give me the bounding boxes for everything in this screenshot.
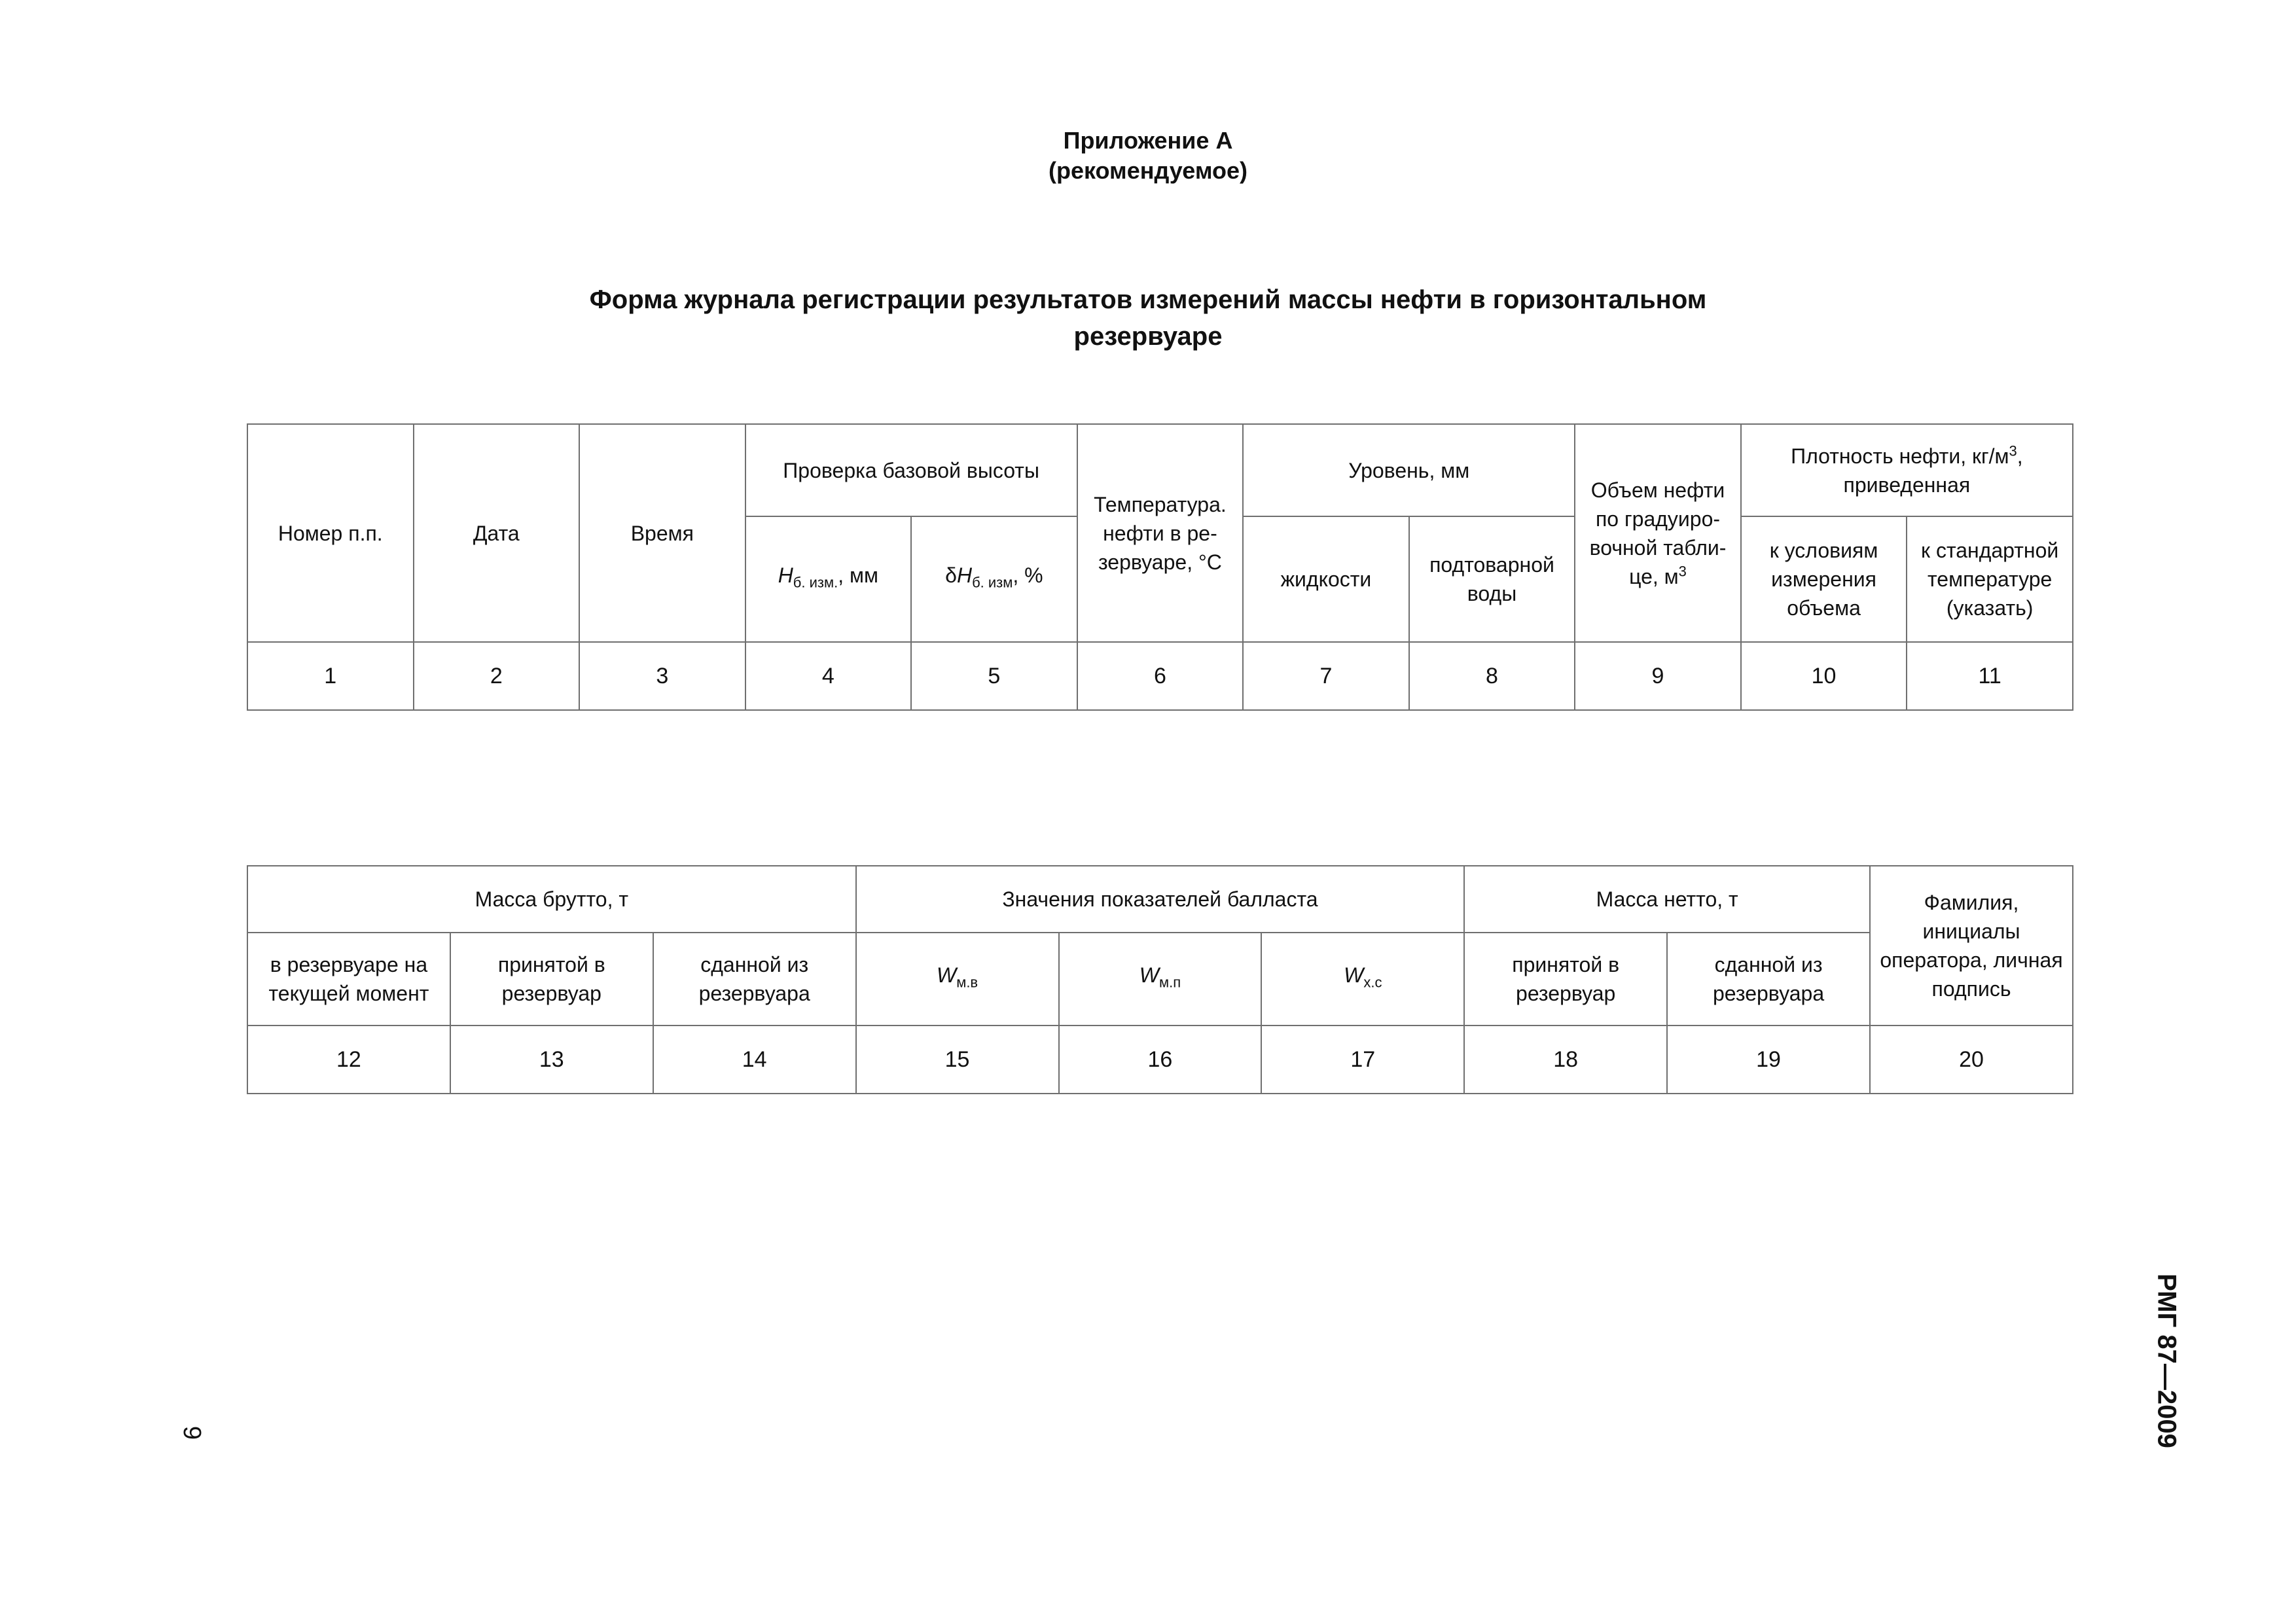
h-symbol: H [778,563,793,588]
column-number: 4 [745,642,912,710]
header-dh-measured [911,516,1077,642]
header-gross-received: принятой в резервуар [450,933,653,1026]
column-number: 13 [450,1026,653,1094]
w-subscript: х.с [1363,974,1382,991]
column-number: 14 [653,1026,856,1094]
form-title [0,281,2296,355]
header-base-height-group: Проверка базовой высоты [745,424,1077,516]
column-number: 1 [247,642,414,710]
header-gross-group: Масса брутто, т [247,866,856,933]
header-w-xs [1261,933,1464,1026]
document-code: РМГ 87—2009 [2152,1274,2181,1448]
appendix-heading [0,126,2296,186]
column-number: 20 [1870,1026,2073,1094]
header-net-received: принятой в резервуар [1464,933,1667,1026]
w-symbol: W [1139,963,1159,988]
header-temperature: Температура. нефти в ре-зервуаре, °С [1077,424,1244,642]
dh-subscript: б. изм [972,574,1013,591]
column-number: 11 [1907,642,2073,710]
table-1-header-row-1 [247,424,2073,516]
header-date: Дата [414,424,580,642]
column-number: 5 [911,642,1077,710]
header-operator: Фамилия, инициалы оператора, личная подпись [1870,866,2073,1026]
header-time: Время [579,424,745,642]
w-symbol: W [1344,963,1364,988]
appendix-status: (рекомендуемое) [1049,157,1247,184]
header-ballast-group: Значения показателей балласта [856,866,1465,933]
form-title-line-1: Форма журнала регистрации результатов измерений массы нефти в горизонтальном [589,285,1707,314]
header-density-measure: к условиям измерения объема [1741,516,1907,642]
column-number: 15 [856,1026,1059,1094]
column-number: 8 [1409,642,1575,710]
header-h-measured [745,516,912,642]
column-number: 7 [1243,642,1409,710]
dh-unit: , % [1013,563,1043,588]
column-number: 9 [1575,642,1741,710]
header-gross-current: в резервуаре на текущей момент [247,933,450,1026]
appendix-title: Приложение А [1063,127,1233,154]
header-volume [1575,424,1741,642]
dh-delta: δ [945,563,957,588]
column-number: 16 [1059,1026,1262,1094]
header-level-water: подтоварной воды [1409,516,1575,642]
header-gross-delivered: сданной из резервуара [653,933,856,1026]
table-1-number-row [247,642,2073,710]
form-title-line-2: резервуаре [1073,322,1223,351]
column-number: 2 [414,642,580,710]
header-w-mp [1059,933,1262,1026]
column-number: 12 [247,1026,450,1094]
table-2-number-row [247,1026,2073,1094]
density-unit-sup: 3 [2009,442,2017,459]
volume-unit-sup: 3 [1678,562,1687,579]
header-w-mv [856,933,1059,1026]
table-2-header-row-1 [247,866,2073,933]
dh-symbol: H [956,563,973,588]
journal-table-1 [247,423,2073,711]
journal-table-2 [247,865,2073,1094]
page-number: 9 [178,1425,206,1440]
header-net-delivered: сданной из резервуара [1667,933,1870,1026]
header-density-group [1741,424,2073,516]
table-2-header-row-2 [247,933,2073,1026]
column-number: 19 [1667,1026,1870,1094]
w-subscript: м.п [1158,974,1181,991]
column-number: 6 [1077,642,1244,710]
volume-label: Объем нефти по градуиро-вочной табли-це, м [1589,478,1727,588]
header-level-liquid: жидкости [1243,516,1409,642]
column-number: 17 [1261,1026,1464,1094]
w-symbol: W [936,963,957,988]
header-net-group: Масса нетто, т [1464,866,1870,933]
column-number: 10 [1741,642,1907,710]
density-label-b: , приведенная [1843,444,2023,497]
w-subscript: м.в [956,974,978,991]
header-density-standard: к стандартной температуре (указать) [1907,516,2073,642]
header-number: Номер п.п. [247,424,414,642]
h-unit: , мм [838,563,879,588]
header-level-group: Уровень, мм [1243,424,1575,516]
column-number: 3 [579,642,745,710]
h-subscript: б. изм. [793,574,838,591]
column-number: 18 [1464,1026,1667,1094]
density-label-a: Плотность нефти, кг/м [1791,444,2009,468]
